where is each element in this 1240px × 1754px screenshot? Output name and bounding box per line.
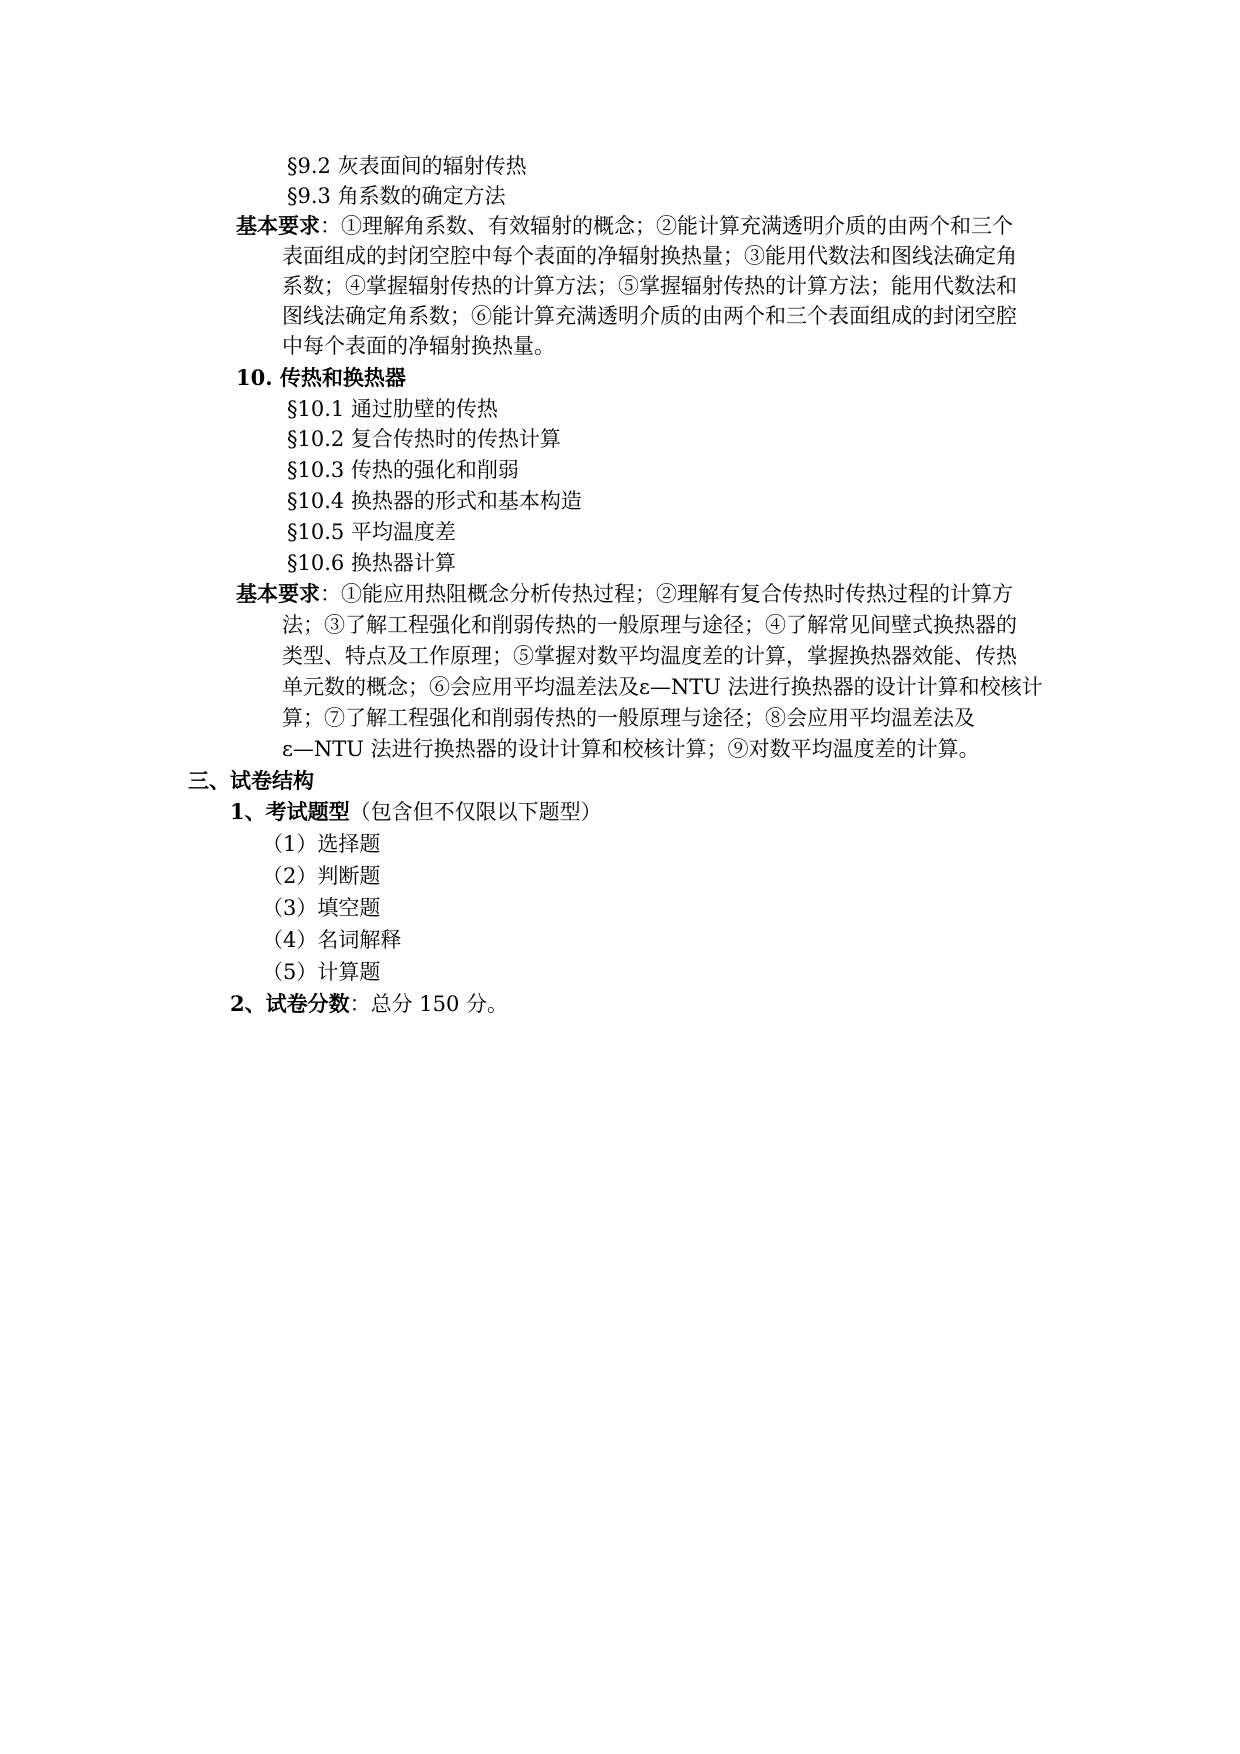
requirements-line: 法；③了解工程强化和削弱传热的一般原理与途径；④了解常见间壁式换热器的 [282,613,1017,637]
exam-type-item: （3）填空题 [262,896,381,920]
exam-score-text: ：总分 150 分。 [349,992,509,1016]
section-9-3: §9.3 角系数的确定方法 [287,184,506,208]
exam-score-label: 2、试卷分数 [230,991,350,1016]
exam-score [230,988,508,1020]
part-3-heading: 三、试卷结构 [188,768,314,793]
exam-type-item: （2）判断题 [262,864,381,888]
exam-types-label: 1、考试题型 [230,799,350,824]
requirements-label: 基本要求 [236,213,320,238]
requirements-label: 基本要求 [236,581,320,606]
section-10-4: §10.4 换热器的形式和基本构造 [287,489,582,513]
requirements-line: ε—NTU 法进行换热器的设计计算和校核计算；⑨对数平均温度差的计算。 [282,737,980,761]
chapter-10-heading: 10. 传热和换热器 [236,365,406,390]
requirements-line: 系数；④掌握辐射传热的计算方法；⑤掌握辐射传热的计算方法；能用代数法和 [282,274,1017,298]
exam-type-item: （1）选择题 [262,832,381,856]
section-9-2: §9.2 灰表面间的辐射传热 [287,154,527,178]
requirements-text: ：①理解角系数、有效辐射的概念；②能计算充满透明介质的由两个和三个 [320,214,1013,238]
section-10-2: §10.2 复合传热时的传热计算 [287,427,561,451]
section-10-5: §10.5 平均温度差 [287,520,456,544]
requirements-line: 中每个表面的净辐射换热量。 [282,334,555,358]
exam-types [230,796,602,828]
section-10-6: §10.6 换热器计算 [287,551,456,575]
section-10-3: §10.3 传热的强化和削弱 [287,458,519,482]
requirements-ch10 [236,578,1013,610]
exam-types-note: （包含但不仅限以下题型） [349,800,602,824]
requirements-line: 图线法确定角系数；⑥能计算充满透明介质的由两个和三个表面组成的封闭空腔 [282,304,1017,328]
exam-type-item: （4）名词解释 [262,928,402,952]
requirements-line: 单元数的概念；⑥会应用平均温差法及ε—NTU 法进行换热器的设计计算和校核计 [282,675,1043,699]
requirements-line: 表面组成的封闭空腔中每个表面的净辐射换热量；③能用代数法和图线法确定角 [282,244,1017,268]
requirements-text: ：①能应用热阻概念分析传热过程；②理解有复合传热时传热过程的计算方 [320,582,1013,606]
requirements-line: 类型、特点及工作原理；⑤掌握对数平均温度差的计算，掌握换热器效能、传热 [282,644,1017,668]
section-10-1: §10.1 通过肋壁的传热 [287,397,498,421]
requirements-ch9 [236,210,1013,242]
requirements-line: 算；⑦了解工程强化和削弱传热的一般原理与途径；⑧会应用平均温差法及 [282,706,975,730]
exam-type-item: （5）计算题 [262,960,381,984]
